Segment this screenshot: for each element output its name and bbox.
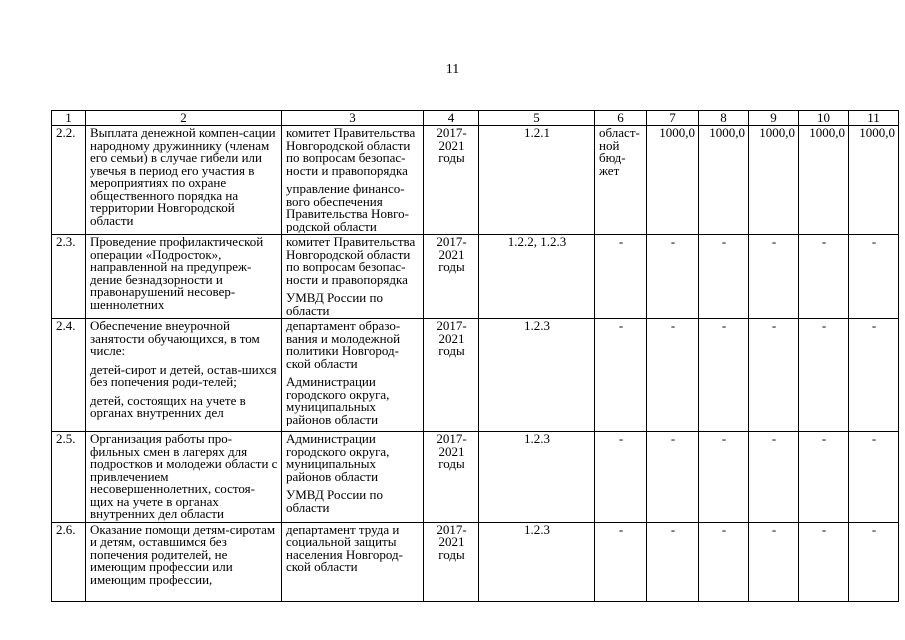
executors-cell bbox=[282, 235, 424, 319]
item-number: 2.5. bbox=[52, 432, 86, 523]
activity-cell-paragraph: Выплата денежной компен-сации народному дружиннику (членам его семьи) в случае гибели или увечья в период его участия в мероприятиях по охране общественного порядка на территории Новгородской области bbox=[90, 127, 276, 227]
activity-cell bbox=[86, 432, 282, 523]
year-amount-cell: - bbox=[647, 432, 699, 523]
column-number: 11 bbox=[849, 111, 899, 126]
activity-cell-paragraph: детей-сирот и детей, остав-шихся без попечения роди-телей; bbox=[90, 361, 277, 389]
year-amount-cell: - bbox=[799, 319, 849, 432]
period-cell: 2017-2021 годы bbox=[424, 319, 479, 432]
year-amount-cell: - bbox=[849, 235, 899, 319]
year-amount-cell: - bbox=[849, 432, 899, 523]
activity-cell bbox=[86, 235, 282, 319]
year-amount-cell: - bbox=[699, 432, 749, 523]
year-amount-cell: 1000,0 bbox=[749, 126, 799, 235]
year-amount-cell: - bbox=[749, 522, 799, 601]
column-number: 3 bbox=[282, 111, 424, 126]
executors-cell-paragraph: департамент образо-вания и молодежной политики Новгород-ской области bbox=[286, 320, 401, 371]
item-number: 2.4. bbox=[52, 319, 86, 432]
funding-source-cell: - bbox=[595, 522, 647, 601]
column-number: 5 bbox=[479, 111, 595, 126]
year-amount-cell: - bbox=[647, 522, 699, 601]
executors-cell bbox=[282, 126, 424, 235]
activity-cell bbox=[86, 126, 282, 235]
item-number: 2.6. bbox=[52, 522, 86, 601]
activity-cell bbox=[86, 522, 282, 601]
year-amount-cell: - bbox=[647, 319, 699, 432]
indicator-cell: 1.2.1 bbox=[479, 126, 595, 235]
executors-cell-paragraph: Администрации городского округа, муниципальных районов области bbox=[286, 433, 390, 484]
year-amount-cell: - bbox=[799, 522, 849, 601]
item-number: 2.3. bbox=[52, 235, 86, 319]
table-row bbox=[52, 522, 899, 601]
table-header-row bbox=[52, 111, 899, 126]
item-number: 2.2. bbox=[52, 126, 86, 235]
year-amount-cell: - bbox=[799, 432, 849, 523]
activity-cell-paragraph: Обеспечение внеурочной занятости обучающихся, в том числе: bbox=[90, 320, 260, 358]
executors-cell-paragraph: управление финансо-вого обеспечения Правительства Новго-родской области bbox=[286, 181, 409, 233]
period-cell: 2017-2021 годы bbox=[424, 126, 479, 235]
year-amount-cell: 1000,0 bbox=[647, 126, 699, 235]
activity-cell-paragraph: детей, состоящих на учете в органах внутренних дел bbox=[90, 392, 246, 420]
executors-cell-paragraph: комитет Правительства Новгородской области по вопросам безопас-ности и правопорядка bbox=[286, 236, 416, 287]
year-amount-cell: 1000,0 bbox=[799, 126, 849, 235]
column-number: 4 bbox=[424, 111, 479, 126]
activity-cell bbox=[86, 319, 282, 432]
year-amount-cell: 1000,0 bbox=[699, 126, 749, 235]
year-amount-cell: - bbox=[699, 235, 749, 319]
executors-cell-paragraph: департамент труда и социальной защиты населения Новгород-ской области bbox=[286, 523, 403, 574]
year-amount-cell: - bbox=[749, 235, 799, 319]
executors-cell bbox=[282, 319, 424, 432]
column-number: 9 bbox=[749, 111, 799, 126]
year-amount-cell: 1000,0 bbox=[849, 126, 899, 235]
indicator-cell: 1.2.2, 1.2.3 bbox=[479, 235, 595, 319]
table-row bbox=[52, 126, 899, 235]
year-amount-cell: - bbox=[647, 235, 699, 319]
period-cell: 2017-2021 годы bbox=[424, 432, 479, 523]
funding-source-cell: - bbox=[595, 319, 647, 432]
table-row bbox=[52, 319, 899, 432]
table-body bbox=[52, 126, 899, 602]
activity-cell-paragraph: Организация работы про-фильных смен в лагерях для подростков и молодежи области с привлечением несовершеннолетних, состоя-щих на учете в органах внутренних дел области bbox=[90, 433, 278, 521]
table-row bbox=[52, 235, 899, 319]
year-amount-cell: - bbox=[799, 235, 849, 319]
funding-source-cell: - bbox=[595, 432, 647, 523]
column-number: 8 bbox=[699, 111, 749, 126]
column-number: 1 bbox=[52, 111, 86, 126]
column-number: 6 bbox=[595, 111, 647, 126]
table-row bbox=[52, 432, 899, 523]
activity-cell-paragraph: Проведение профилактической операции «Подросток», направленной на предупреж-дение безнадзорности и правонарушений несовер-шеннолетних bbox=[90, 236, 264, 311]
executors-cell-paragraph: Администрации городского округа, муниципальных районов области bbox=[286, 374, 390, 426]
indicator-cell: 1.2.3 bbox=[479, 319, 595, 432]
column-number: 2 bbox=[86, 111, 282, 126]
year-amount-cell: - bbox=[699, 319, 749, 432]
executors-cell bbox=[282, 432, 424, 523]
executors-cell-paragraph: УМВД России по области bbox=[286, 487, 383, 514]
executors-cell-paragraph: комитет Правительства Новгородской области по вопросам безопас-ности и правопорядка bbox=[286, 127, 416, 178]
year-amount-cell: - bbox=[849, 319, 899, 432]
year-amount-cell: - bbox=[749, 319, 799, 432]
period-cell: 2017-2021 годы bbox=[424, 522, 479, 601]
year-amount-cell: - bbox=[699, 522, 749, 601]
page-number: 11 bbox=[445, 62, 460, 77]
executors-cell bbox=[282, 522, 424, 601]
year-amount-cell: - bbox=[749, 432, 799, 523]
funding-source-cell: - bbox=[595, 235, 647, 319]
activity-cell-paragraph: Оказание помощи детям-сиротам и детям, оставшимся без попечения родителей, не имеющим профессии или имеющим профессии, bbox=[90, 523, 276, 586]
funding-source-cell: област-ной бюд-жет bbox=[595, 126, 647, 235]
indicator-cell: 1.2.3 bbox=[479, 522, 595, 601]
column-number: 10 bbox=[799, 111, 849, 126]
executors-cell-paragraph: УМВД России по области bbox=[286, 290, 383, 317]
indicator-cell: 1.2.3 bbox=[479, 432, 595, 523]
period-cell: 2017-2021 годы bbox=[424, 235, 479, 319]
column-number: 7 bbox=[647, 111, 699, 126]
column-numbers bbox=[52, 111, 899, 126]
year-amount-cell: - bbox=[849, 522, 899, 601]
program-activities-table bbox=[51, 110, 899, 602]
